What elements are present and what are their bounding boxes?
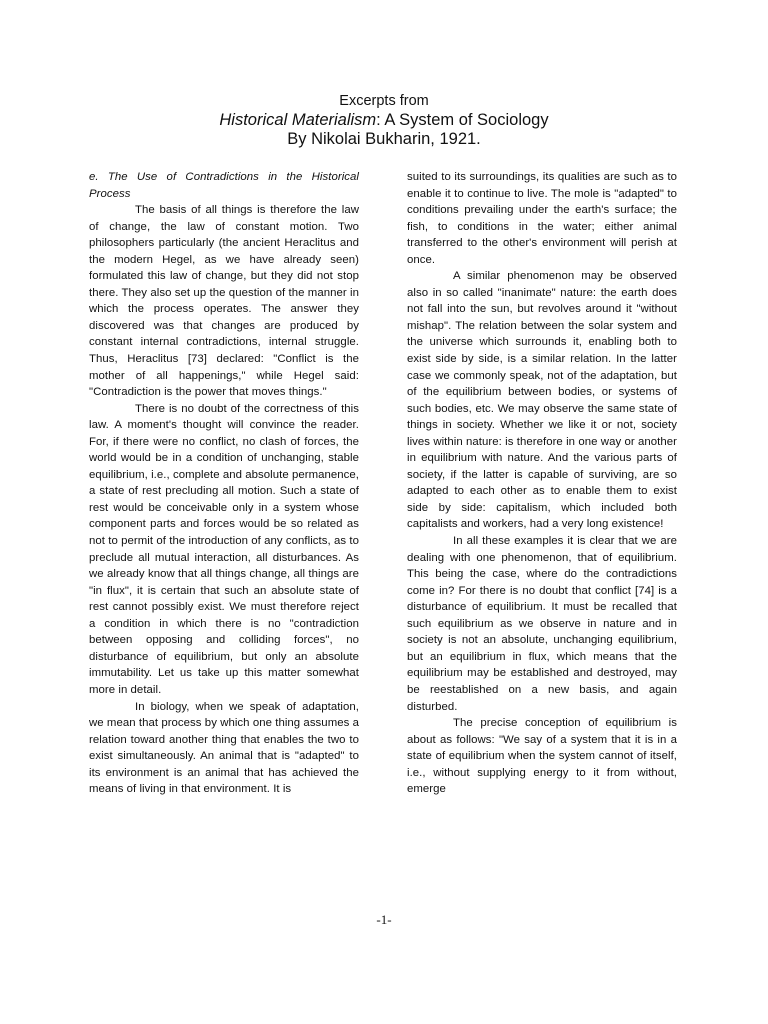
section-heading: e. The Use of Contradictions in the Historical Process [89,171,359,200]
paragraph: A similar phenomenon may be observed also in so called "inanimate" nature: the earth does not fall into the sun, but revolves around it "without mishap". The relation between the solar system and the universe which surrounds it, enabling both to exist side by side, is a similar relation. In the latter case we commonly speak, not of the adaptation, but of the equilibrium between bodies, or systems of such bodies, etc. We may observe the same state of things in society. Whether we like it or not, society lives within nature: is therefore in one way or another in equilibrium with nature. And the various parts of society, if the latter is capable of surviving, are so adapted to each other as to enable them to exist side by side: capitalism, which included both capitalists and workers, had a very long existence! [407,270,677,531]
right-column [407,169,677,798]
header-prefix: Excerpts from [339,93,429,109]
title-rest: : A System of Sociology [376,111,549,129]
document-title [0,111,768,130]
paragraph-continuation: suited to its surroundings, its qualities are such as to enable it to continue to live. The mole is "adapted" to conditions prevailing under the earth's surface; the fish, to conditions in the water; either animal transferred to the other's environment will perish at once. [407,171,677,266]
paragraph: The basis of all things is therefore the law of change, the law of constant motion. Two philosophers particularly (the ancient Heraclitus and the modern Hegel, as we have already seen) formulated this law of change, but they did not stop there. They also set up the question of the manner in which the process operates. The answer they discovered was that changes are produced by constant internal contradictions, internal struggle. Thus, Heraclitus [73] declared: "Conflict is the mother of all happenings," while Hegel said: "Contradiction is the power that moves things." [89,204,359,399]
paragraph: In all these examples it is clear that we are dealing with one phenomenon, that of equilibrium. This being the case, where do the contradictions come in? For there is no doubt that conflict [74] is a disturbance of equilibrium. It must be recalled that such equilibrium as we observe in nature and in society is not an absolute, unchanging equilibrium, but an equilibrium in flux, which means that the equilibrium may be established and destroyed, may be reestablished on a new basis, and again disturbed. [407,535,677,713]
page-number: -1- [376,912,392,927]
document-author: By Nikolai Bukharin, 1921. [287,130,481,148]
left-column [89,169,359,798]
paragraph: There is no doubt of the correctness of this law. A moment's thought will convince the reader. For, if there were no conflict, no clash of forces, the world would be in a condition of unchanging, stable equilibrium, i.e., complete and absolute permanence, a state of rest precluding all motion. Such a state of rest would be conceivable only in a system whose component parts and forces would be so related as not to permit of the introduction of any conflicts, as to preclude all mutual interaction, all disturbances. As we already know that all things change, all things are "in flux", it is certain that such an absolute state of rest cannot possibly exist. We must therefore reject a condition in which there is no "contradiction between opposing and colliding forces", no disturbance of equilibrium, but only an absolute immutability. Let us take up this matter somewhat more in detail. [89,402,359,696]
document-header [0,92,768,149]
paragraph: The precise conception of equilibrium is about as follows: "We say of a system that it is in a state of equilibrium when the system cannot of itself, i.e., without supplying energy to it from without, emerge [407,717,677,796]
title-italic: Historical Materialism [219,111,377,129]
paragraph: In biology, when we speak of adaptation, we mean that process by which one thing assumes a relation toward another thing that enables the two to exist simultaneously. An animal that is "adapted" to its environment is an animal that has achieved the means of living in that environment. It is [89,700,359,796]
